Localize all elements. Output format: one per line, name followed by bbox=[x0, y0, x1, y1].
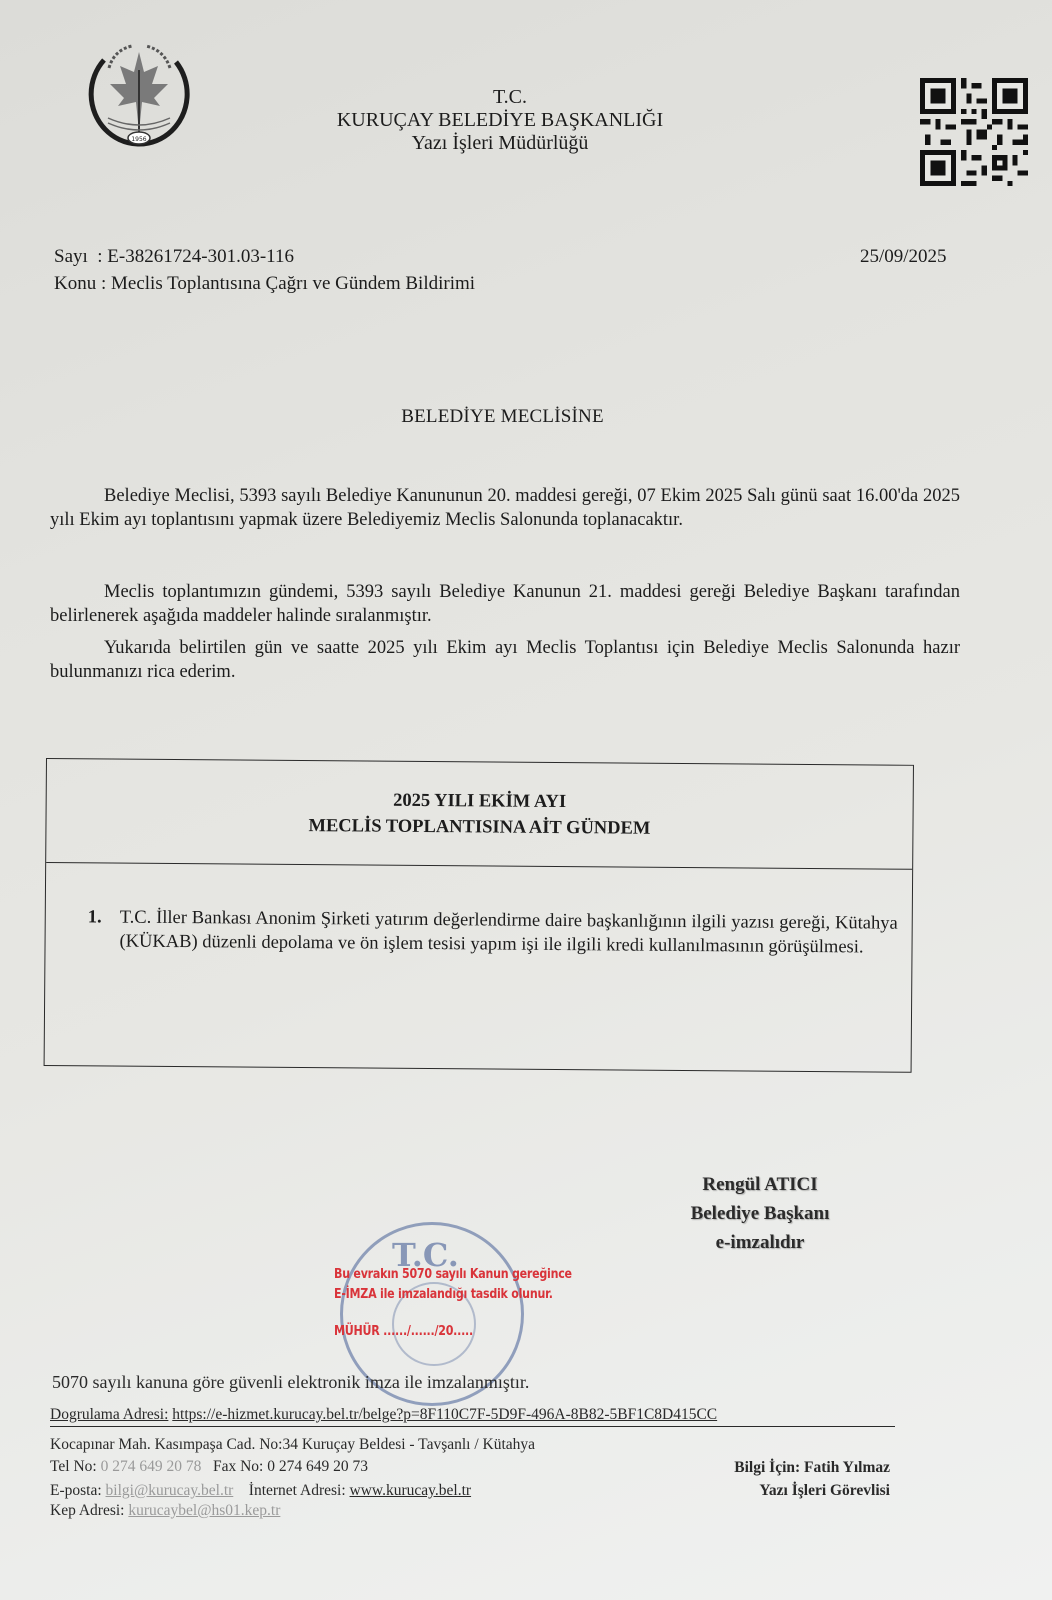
body-paragraph: Meclis toplantımızın gündemi, 5393 sayılı Belediye Kanunun 21. maddesi gereği Belediye Başkanı tarafından belirlenerek aşağıda maddeler halinde sıralanmıştır. bbox=[50, 582, 960, 626]
org-country: T.C. bbox=[492, 86, 528, 108]
address: Kocapınar Mah. Kasımpaşa Cad. No:34 Kuruçay Beldesi - Tavşanlı / Kütahya bbox=[50, 1436, 536, 1453]
organization-header bbox=[0, 86, 1000, 155]
document-date: 25/09/2025 bbox=[860, 246, 947, 267]
website-link[interactable]: www.kurucay.bel.tr bbox=[349, 1482, 472, 1499]
kep-link[interactable]: kurucaybel@hs01.kep.tr bbox=[128, 1502, 281, 1519]
agenda-title: 2025 YILI EKİM AYI MECLİS TOPLANTISINA AİT GÜNDEM bbox=[46, 759, 913, 870]
org-department: Yazı İşleri Müdürlüğü bbox=[411, 132, 589, 154]
e-signature-stamp: Bu evrakın 5070 sayılı Kanun gereğince E-İMZA ile imzalandığı tasdik olunur. MÜHÜR ....../....../20..... bbox=[334, 1266, 572, 1339]
svg-text:1956: 1956 bbox=[131, 136, 147, 143]
signer-title: Belediye Başkanı bbox=[690, 1203, 830, 1224]
agenda-item-text: T.C. İller Bankası Anonim Şirketi yatırım değerlendirme daire başkanlığının ilgili yazısı gereği, Kütahya (KÜKAB) düzenli depolama ve ön işlem tesisi yapım işi ile ilgili kredi kullanılmasının görüşülmesi. bbox=[119, 907, 898, 958]
verification-link[interactable]: Dogrulama Adresi: https://e-hizmet.kurucay.bel.tr/belge?p=8F110C7F-5D9F-496A-8B82-5BF1C8D415CC bbox=[50, 1406, 895, 1427]
agenda-item bbox=[45, 863, 912, 960]
agenda-table bbox=[44, 758, 914, 1073]
signature-status: e-imzalıdır bbox=[715, 1232, 805, 1253]
org-name: KURUÇAY BELEDİYE BAŞKANLIĞI bbox=[336, 109, 664, 131]
contact-person: Bilgi İçin: Fatih Yılmaz Yazı İşleri Görevlisi bbox=[734, 1459, 890, 1499]
body-paragraph: Yukarıda belirtilen gün ve saatte 2025 yılı Ekim ayı Meclis Toplantısı için Belediye Meclis Salonunda hazır bulunmanızı rica ederim. bbox=[50, 638, 960, 682]
email-link[interactable]: bilgi@kurucay.bel.tr bbox=[105, 1482, 234, 1499]
esign-note: 5070 sayılı kanuna göre güvenli elektronik imza ile imzalanmıştır. bbox=[52, 1372, 530, 1392]
reference-number: Sayı : E-38261724-301.03-116 bbox=[54, 246, 294, 267]
agenda-item-number: 1. bbox=[87, 907, 102, 928]
addressee: BELEDİYE MECLİSİNE bbox=[401, 406, 604, 427]
phone-fax: Tel No: 0 274 649 20 78 Fax No: 0 274 649 20 73 bbox=[50, 1458, 368, 1475]
email-web: E-posta: bilgi@kurucay.bel.tr İnternet Adresi: www.kurucay.bel.tr bbox=[50, 1482, 472, 1499]
body-paragraph: Belediye Meclisi, 5393 sayılı Belediye Kanununun 20. maddesi gereği, 07 Ekim 2025 Salı günü saat 16.00'da 2025 yılı Ekim ayı toplantısını yapmak üzere Belediyemiz Meclis Salonunda toplanacaktır. bbox=[50, 486, 960, 530]
signer-name: Rengül ATICI bbox=[702, 1174, 818, 1195]
verification-url[interactable]: https://e-hizmet.kurucay.bel.tr/belge?p=8F110C7F-5D9F-496A-8B82-5BF1C8D415CC bbox=[172, 1406, 718, 1423]
subject-line: Konu : Meclis Toplantısına Çağrı ve Gündem Bildirimi bbox=[54, 273, 476, 294]
seal-text: T.C. bbox=[392, 1236, 459, 1274]
kep-address: Kep Adresi: kurucaybel@hs01.kep.tr bbox=[50, 1502, 281, 1519]
signature-block bbox=[660, 1170, 860, 1257]
qr-code-icon[interactable] bbox=[920, 78, 1028, 186]
